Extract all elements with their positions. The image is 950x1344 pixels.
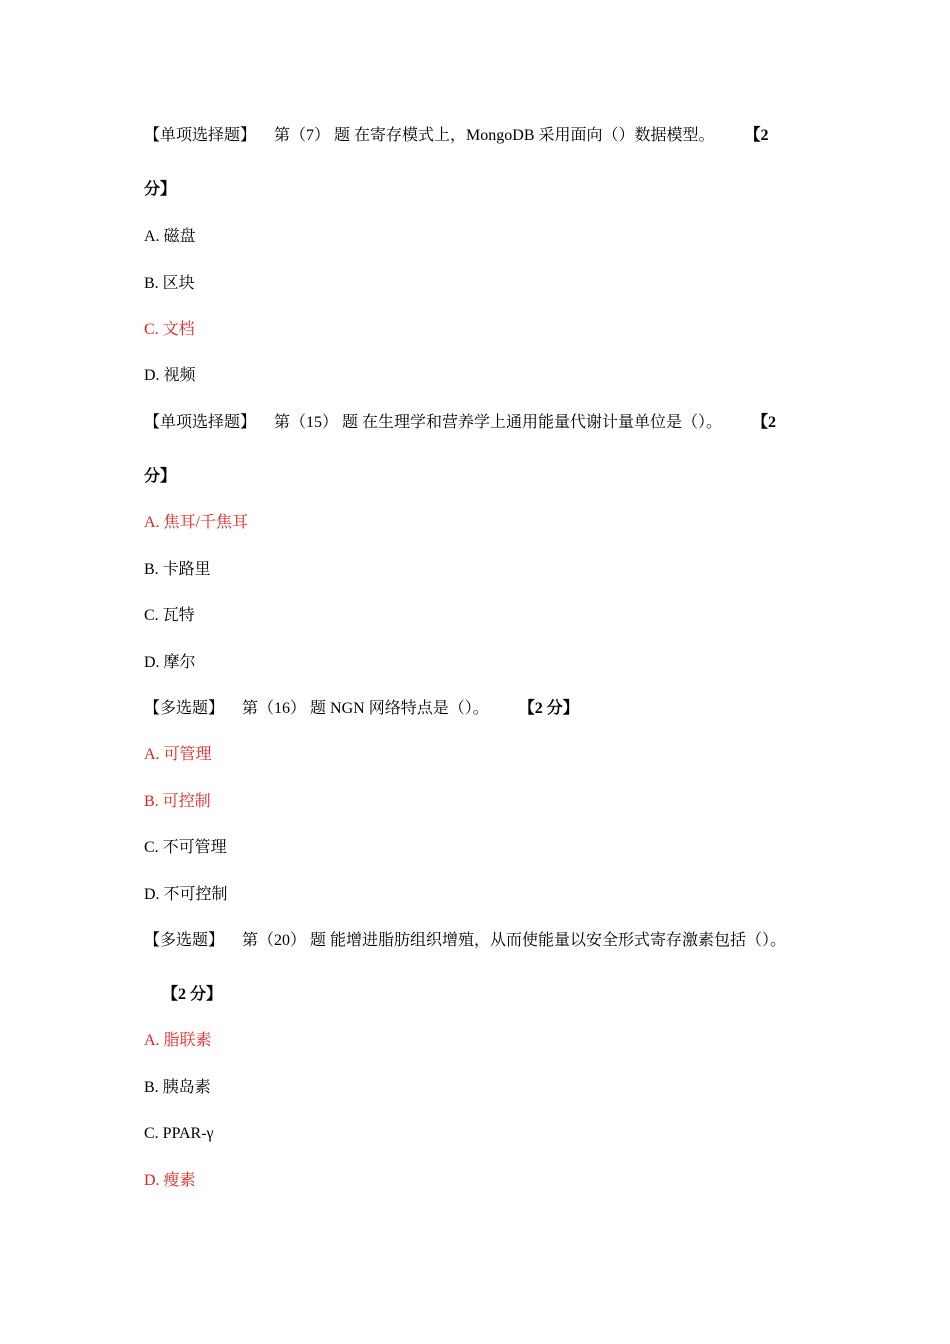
option-c-correct: C. 文档 [144,321,195,338]
option-a-correct: A. 脂联素 [144,1032,212,1049]
question-text: NGN 网络特点是（）。 [330,700,489,717]
question-type-label: 【多选题】 [144,932,225,949]
option-a-correct: A. 可管理 [144,746,212,763]
question-1-header [144,126,769,146]
option-d-correct: D. 瘦素 [144,1172,196,1189]
option-b: B. 胰岛素 [144,1079,211,1096]
question-text: 能增进脂肪组织增殖，从而使能量以安全形式寄存激素包括（）。 [330,932,787,949]
option-b: B. 卡路里 [144,561,211,578]
question-2-header [144,413,776,433]
question-3-header [144,699,579,719]
question-score-head: 【2 [744,127,769,144]
option-c: C. 不可管理 [144,839,227,856]
question-score: 【2 分】 [518,700,579,717]
question-score: 【2 分】 [162,986,223,1003]
option-c: C. PPAR-γ [144,1125,214,1142]
option-a-correct: A. 焦耳/千焦耳 [144,514,249,531]
question-number: 第（20） 题 [242,932,327,949]
question-number: 第（16） 题 [242,700,327,717]
option-b-correct: B. 可控制 [144,793,211,810]
option-b: B. 区块 [144,275,195,292]
option-c: C. 瓦特 [144,607,195,624]
question-score-head: 【2 [752,414,777,431]
option-d: D. 摩尔 [144,654,196,671]
question-type-label: 【单项选择题】 [144,414,257,431]
question-type-label: 【多选题】 [144,700,225,717]
question-number: 第（7） 题 [274,127,351,144]
question-text: 在生理学和营养学上通用能量代谢计量单位是（）。 [362,414,723,431]
option-a: A. 磁盘 [144,228,196,245]
question-score-tail: 分】 [144,468,177,485]
option-d: D. 视频 [144,367,196,384]
question-4-header [144,931,786,951]
question-score-tail: 分】 [144,181,177,198]
question-number: 第（15） 题 [274,414,359,431]
question-text: 在寄存模式上，MongoDB 采用面向（）数据模型。 [354,127,715,144]
question-type-label: 【单项选择题】 [144,127,257,144]
option-d: D. 不可控制 [144,886,228,903]
